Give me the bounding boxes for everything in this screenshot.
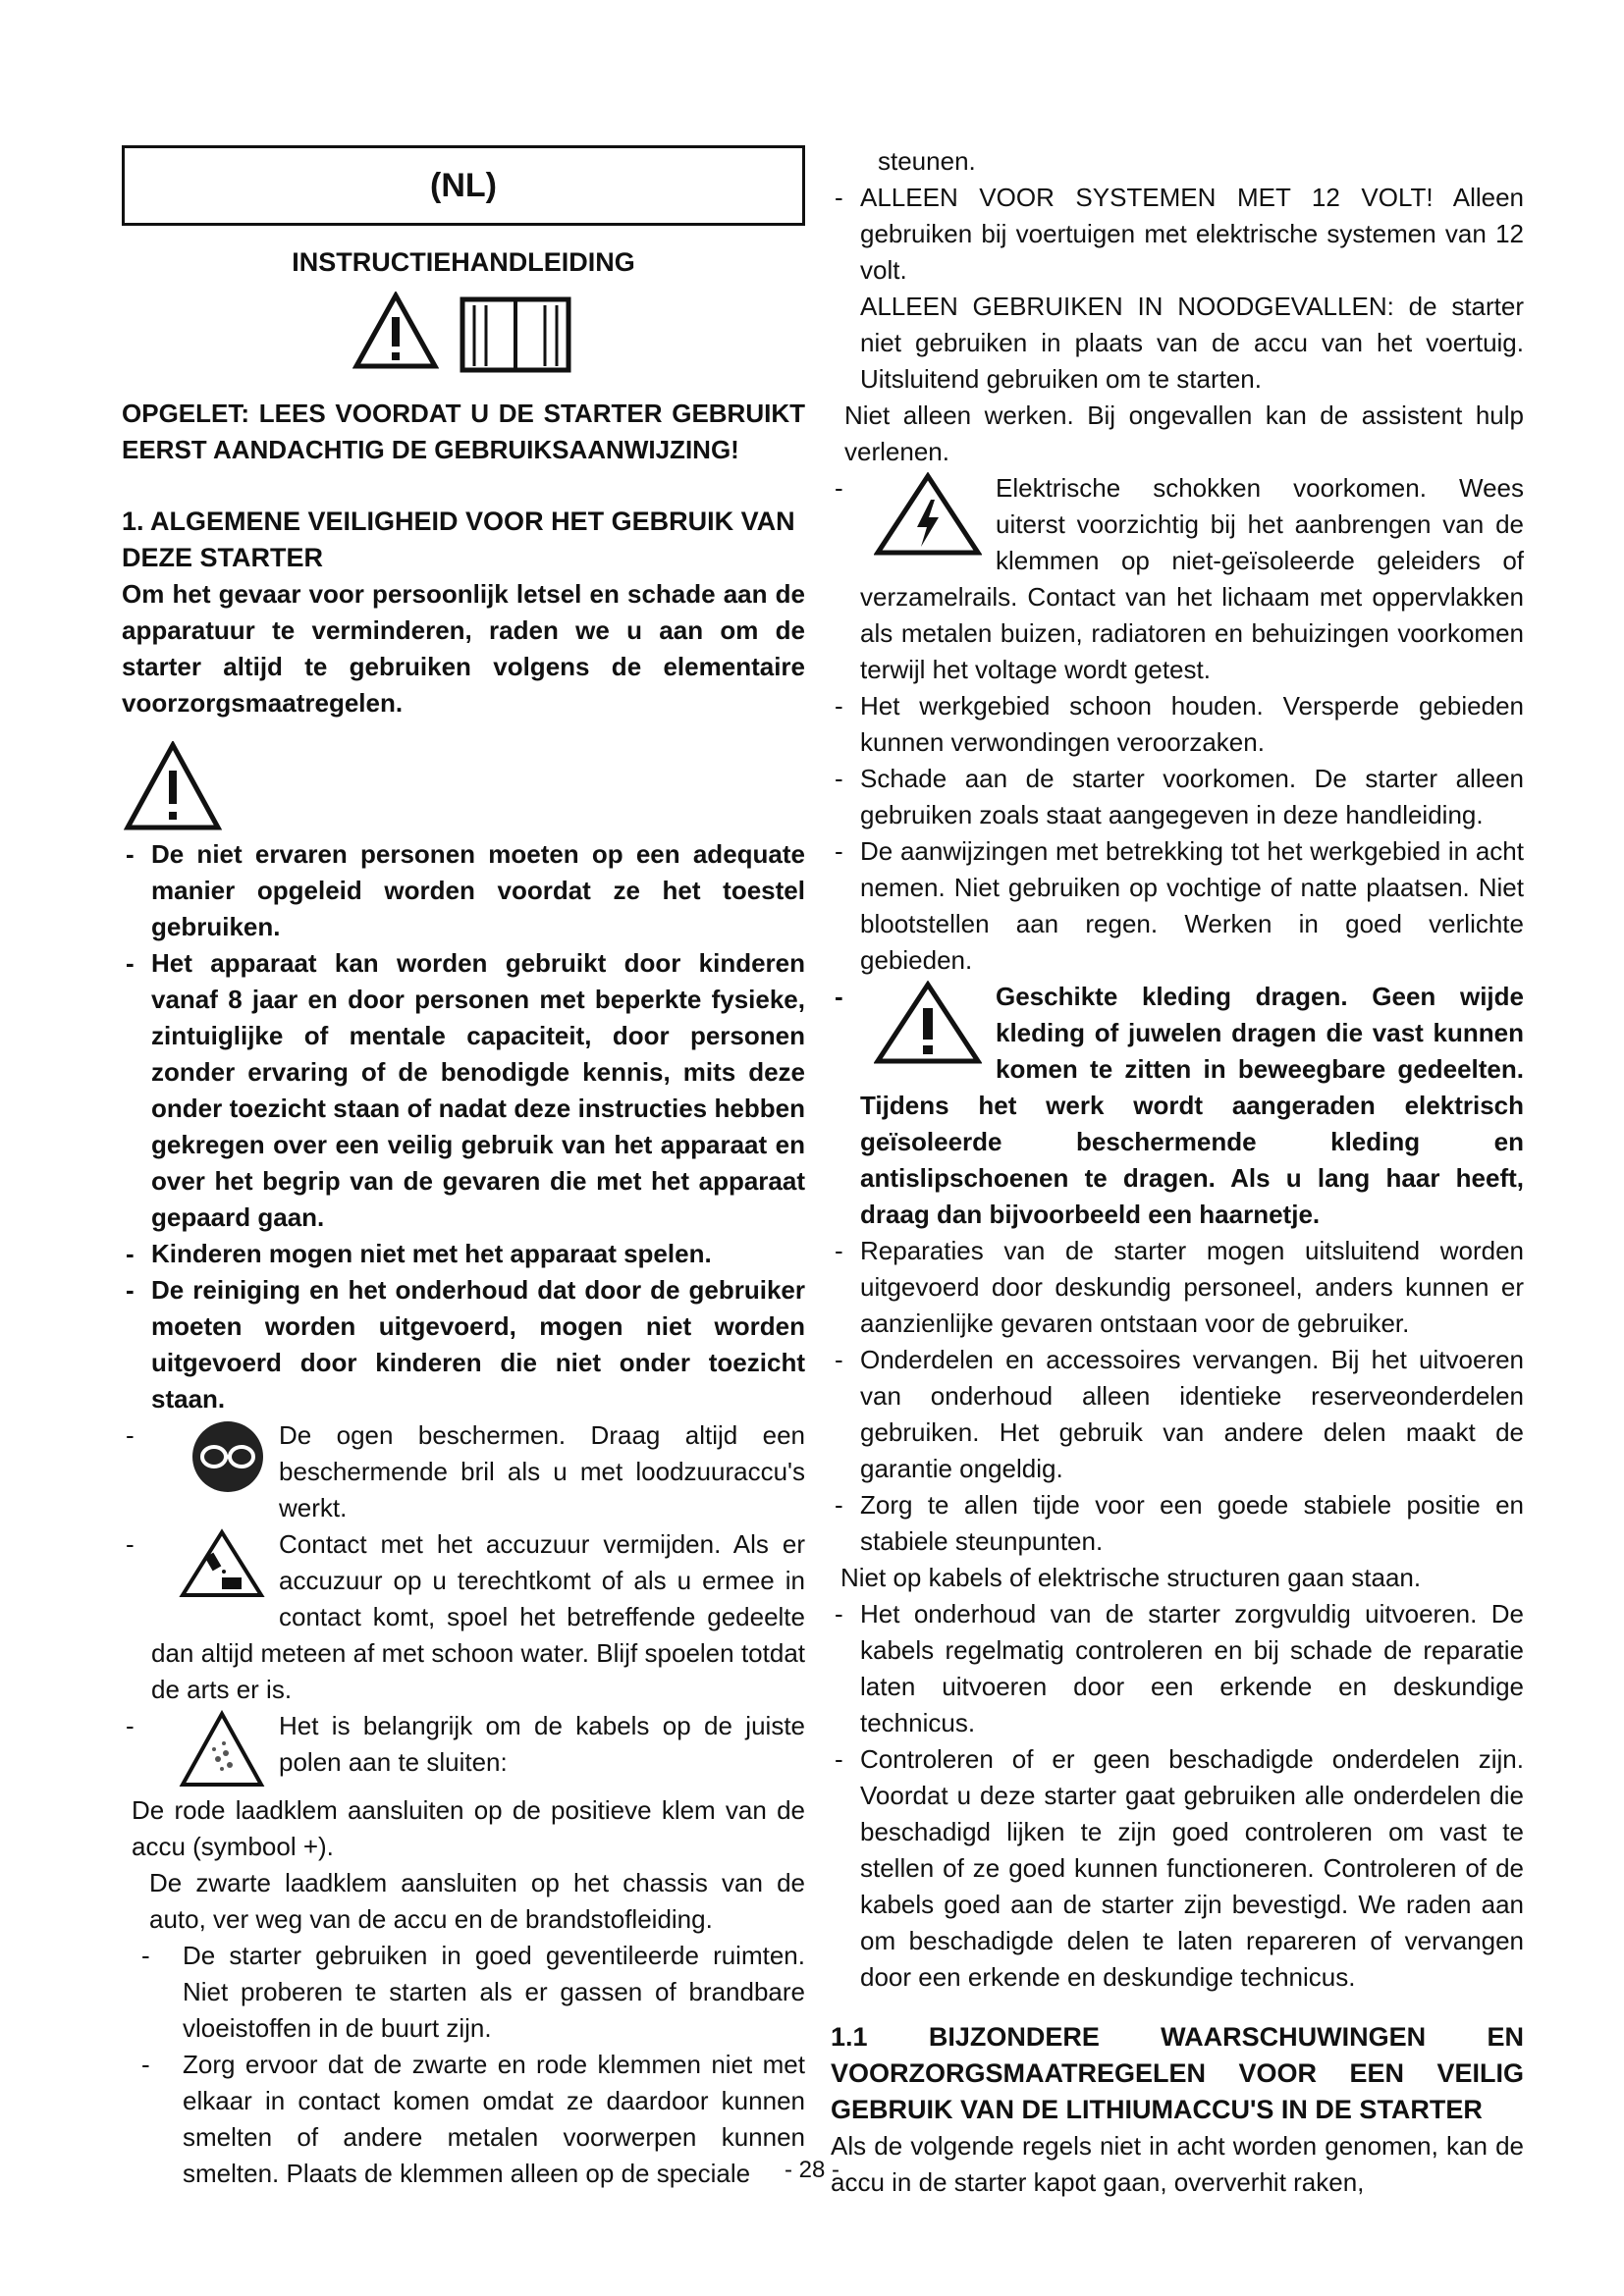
list-item: - Het onderhoud van de starter zorgvuldig uitvoeren. De kabels regelmatig controleren en bij schade de reparatie laten uitvoeren door een erkende en deskundige technicus. [835, 1599, 1524, 1737]
not-alone: Niet alleen werken. Bij ongevallen kan de assistent hulp verlenen. [844, 400, 1524, 466]
right-column [831, 143, 1524, 2201]
safety-goggles-icon [190, 1419, 265, 1494]
language-label: (NL) [430, 166, 497, 204]
continued-text: steunen. [878, 146, 976, 176]
polarity-red-clamp: De rode laadklem aansluiten op de positieve klem van de accu (symbool +). [132, 1795, 805, 1861]
list-item: - Zorg ervoor dat de zwarte en rode klemmen niet met elkaar in contact komen omdat ze daardoor kunnen smelten of andere metalen voorwerpen kunnen smelten. Plaats de klemmen alleen op de speciale [141, 2050, 805, 2188]
page-number: - 28 - [784, 2157, 839, 2183]
left-column [122, 145, 805, 2192]
corrosive-warning-icon [179, 1528, 265, 1599]
list-item: - Het apparaat kan worden gebruikt door kinderen vanaf 8 jaar en door personen met beperkte fysieke, zintuiglijke of mentale capaciteit, door personen zonder ervaring of de benodigde kennis, mits deze onder toezicht staan of nadat deze instructies hebben gekregen over een veilig gebruik van het apparaat en over het begrip van de gevaren die met het apparaat gepaard gaan. [126, 948, 805, 1232]
list-item: - Zorg te allen tijde voor een goede stabiele positie en stabiele steunpunten. [835, 1490, 1524, 1556]
list-item: - Reparaties van de starter mogen uitsluitend worden uitgevoerd door deskundig personeel, anders kunnen er aanzienlijke gevaren ontstaan voor de gebruiker. [835, 1236, 1524, 1338]
header-icons [122, 292, 805, 374]
list-item: - Controleren of er geen beschadigde onderdelen zijn. Voordat u deze starter gaat gebruiken alle onderdelen die beschadigd lijken te zijn goed controleren om vast te stellen of ze goed kunnen functioneren. Controleren of de kabels goed aan de starter zijn bevestigd. We raden aan om beschadigde delen te laten repareren of vervangen door een erkende en deskundige technicus. [835, 1744, 1524, 1992]
manual-title: INSTRUCTIEHANDLEIDING [292, 247, 635, 277]
list-item-clothing: - Geschikte kleding dragen. Geen wijde kleding of juwelen dragen die vast kunnen komen te zitten in beweegbare gedeelten. Tijdens het werk wordt aangeraden elektrisch geïsoleerde beschermende kleding en antislipschoenen te dragen. Als u lang haar heeft, draag dan bijvoorbeeld een haarnetje. [835, 982, 1524, 1229]
section-1-1-heading: 1.1 BIJZONDERE WAARSCHUWINGEN EN VOORZORGSMAATREGELEN VOOR EEN VEILIG GEBRUIK VAN DE LITHIUMACCU'S IN DE STARTER [831, 2022, 1524, 2124]
list-item: - Onderdelen en accessoires vervangen. Bij het uitvoeren van onderhoud alleen identieke reserveonderdelen gebruiken. Het gebruik van andere delen maakt de garantie ongeldig. [835, 1345, 1524, 1483]
section-1-intro: Om het gevaar voor persoonlijk letsel en schade aan de apparatuur te verminderen, raden we u aan om de starter altijd te gebruiken volgens de elementaire voorzorgsmaatregelen. [122, 579, 805, 718]
list-item-electric-shock: - Elektrische schokken voorkomen. Wees uiterst voorzichtig bij het aanbrengen van de klemmen op niet-geïsoleerde geleiders of verzamelrails. Contact van het lichaam met oppervlakken als metalen buizen, radiatoren en behuizingen voorkomen terwijl het voltage wordt getest. [835, 473, 1524, 684]
battery-warning-icon [179, 1710, 265, 1789]
manual-book-icon [457, 292, 574, 374]
list-item: - Het werkgebied schoon houden. Versperde gebieden kunnen verwondingen veroorzaken. [835, 691, 1524, 757]
electric-hazard-icon [874, 472, 982, 557]
list-item: - De starter gebruiken in goed geventileerde ruimten. Niet proberen te starten als er gassen of brandbare vloeistoffen in de buurt zijn. [141, 1941, 805, 2043]
list-item: - Schade aan de starter voorkomen. De starter alleen gebruiken zoals staat aangegeven in deze handleiding. [835, 764, 1524, 829]
warning-icon [874, 981, 982, 1065]
warning-icon [352, 292, 439, 370]
list-item: - De reiniging en het onderhoud dat door de gebruiker moeten worden uitgevoerd, mogen niet worden uitgevoerd door kinderen die niet onder toezicht staan. [126, 1275, 805, 1414]
language-box [122, 145, 805, 226]
warning-icon [124, 741, 222, 831]
emergency-only: ALLEEN GEBRUIKEN IN NOODGEVALLEN: de starter niet gebruiken in plaats van de accu van het voertuig. Uitsluitend gebruiken om te starten. [860, 292, 1524, 394]
list-item-eye-protection: - De ogen beschermen. Draag altijd een beschermende bril als u met loodzuuraccu's werkt. [126, 1420, 805, 1522]
list-item: - ALLEEN VOOR SYSTEMEN MET 12 VOLT! Alleen gebruiken bij voertuigen met elektrische systemen van 12 volt. [835, 183, 1524, 285]
list-item-polarity: - Het is belangrijk om de kabels op de juiste polen aan te sluiten: [122, 1708, 805, 1792]
no-standing-on-cables: Niet op kabels of elektrische structuren gaan staan. [840, 1563, 1422, 1592]
list-item: - Kinderen mogen niet met het apparaat spelen. [126, 1239, 712, 1268]
attention-notice: OPGELET: LEES VOORDAT U DE STARTER GEBRUIKT EERST AANDACHTIG DE GEBRUIKSAANWIJZING! [122, 399, 805, 464]
list-item-acid: - Contact met het accuzuur vermijden. Als er accuzuur op u terechtkomt of als u ermee in contact komt, spoel het betreffende gedeelte dan altijd meteen af met schoon water. Blijf spoelen totdat de arts er is. [126, 1529, 805, 1704]
polarity-black-clamp: De zwarte laadklem aansluiten op het chassis van de auto, ver weg van de accu en de brandstofleiding. [149, 1868, 805, 1934]
section-1-1-text: Als de volgende regels niet in acht worden genomen, kan de accu in de starter kapot gaan, oververhit raken, [831, 2131, 1524, 2197]
list-item: - De niet ervaren personen moeten op een adequate manier opgeleid worden voordat ze het toestel gebruiken. [126, 839, 805, 941]
section-1-heading: 1. ALGEMENE VEILIGHEID VOOR HET GEBRUIK VAN DEZE STARTER [122, 507, 795, 572]
list-item: - De aanwijzingen met betrekking tot het werkgebied in acht nemen. Niet gebruiken op vochtige of natte plaatsen. Niet blootstellen aan regen. Werken in goed verlichte gebieden. [835, 836, 1524, 975]
